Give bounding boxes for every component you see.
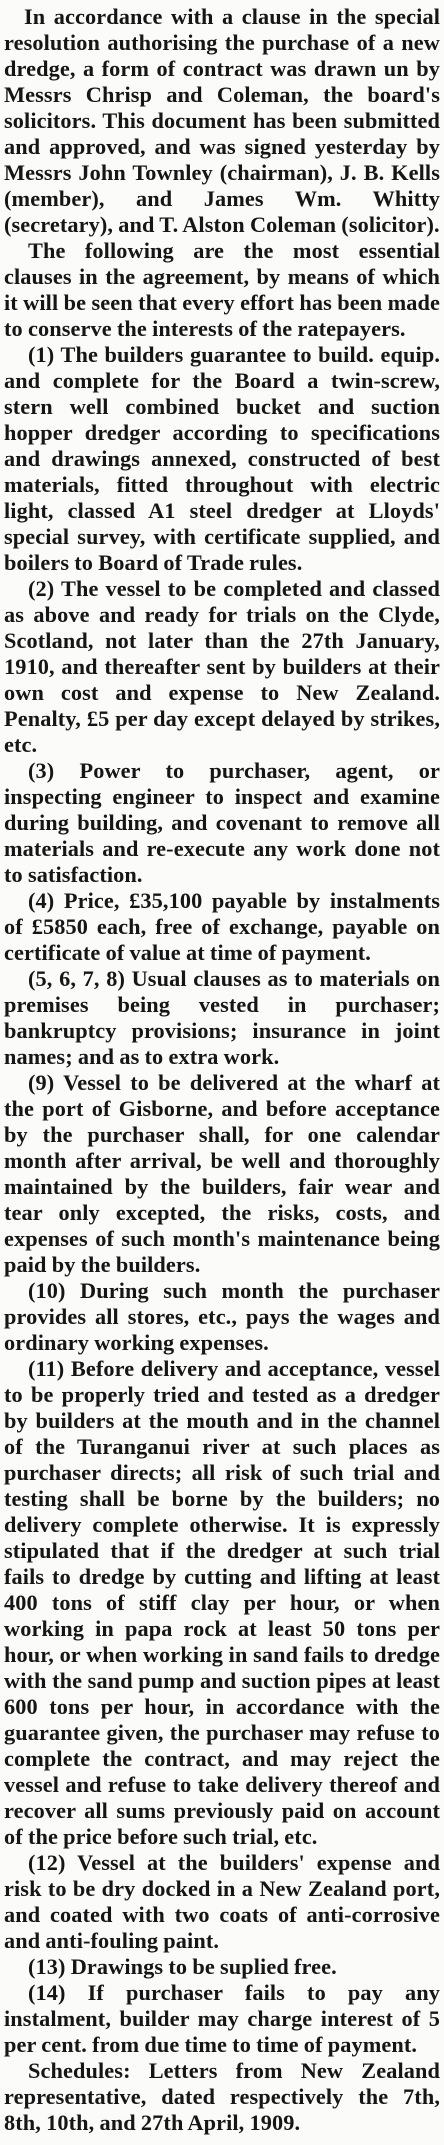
clause-11: (11) Before delivery and acceptance, vessel to be properly tried and tested as a dredger by builders at the mouth and in the channel of the Turanganui river at such places as purchaser directs; all risk of such trial and testing shall be borne by the builders; no delivery complete otherwise. It is expressly stipulated that if the dredger at such trial fails to dredge by cutting and lifting at least 400 tons of stiff clay per hour, or when working in papa rock at least 50 tons per hour, or when working in sand fails to dredge with the sand pump and suction pipes at least 600 tons per hour, in accordance with the guarantee given, the purchaser may refuse to complete the contract, and may reject the vessel and refuse to take delivery thereof and recover all sums previously paid on account of the price before such trial, etc. [4, 1356, 440, 1849]
clause-12: (12) Vessel at the builders' expense and risk to be dry docked in a New Zealand port, and coated with two coats of anti-corrosive and anti-fouling paint. [4, 1850, 440, 1953]
clause-4: (4) Price, £35,100 payable by instalments of £5850 each, free of exchange, payable on certificate of value at time of payment. [4, 888, 440, 965]
clause-5-8: (5, 6, 7, 8) Usual clauses as to materials on premises being vested in purchaser; bankruptcy provisions; insurance in joint names; and as to extra work. [4, 966, 440, 1069]
clause-9: (9) Vessel to be delivered at the wharf at the port of Gisborne, and before acceptance by the purchaser shall, for one calendar month after arrival, be well and thoroughly maintained by the builders, fair wear and tear only excepted, the risks, costs, and expenses of such month's maintenance being paid by the builders. [4, 1070, 440, 1277]
clause-10: (10) During such month the purchaser provides all stores, etc., pays the wages and ordinary working expenses. [4, 1278, 440, 1355]
article-column [4, 4, 440, 2136]
clause-13: (13) Drawings to be suplied free. [28, 1954, 337, 1979]
clause-14: (14) If purchaser fails to pay any instalment, builder may charge interest of 5 per cent. from due time to time of payment. [4, 1980, 440, 2057]
schedules-paragraph: Schedules: Letters from New Zealand representative, dated respectively the 7th, 8th, 10th, and 27th April, 1909. [4, 2058, 440, 2135]
clause-3: (3) Power to purchaser, agent, or inspecting engineer to inspect and examine during building, and covenant to remove all materials and re-execute any work done not to satisfaction. [4, 758, 440, 887]
clause-1: (1) The builders guarantee to build. equip. and complete for the Board a twin-screw, stern well combined bucket and suction hopper dredger according to specifications and drawings annexed, constructed of best materials, fitted throughout with electric light, classed A1 steel dredger at Lloyds' special survey, with certificate supplied, and boilers to Board of Trade rules. [4, 342, 440, 575]
clause-2: (2) The vessel to be completed and classed as above and ready for trials on the Clyde, Scotland, not later than the 27th January, 1910, and thereafter sent by builders at their own cost and expense to New Zealand. Penalty, £5 per day except delayed by strikes, etc. [4, 576, 440, 757]
intro-paragraph: In accordance with a clause in the special resolution authorising the purchase of a new dredge, a form of contract was drawn un by Messrs Chrisp and Coleman, the board's solicitors. This document has been submitted and approved, and was signed yesterday by Messrs John Townley (chairman), J. B. Kells (member), and James Wm. Whitty (secretary), and T. Alston Coleman (solicitor). [4, 4, 440, 237]
summary-paragraph: The following are the most essential clauses in the agreement, by means of which it will be seen that every effort has been made to conserve the interests of the ratepayers. [4, 238, 440, 341]
